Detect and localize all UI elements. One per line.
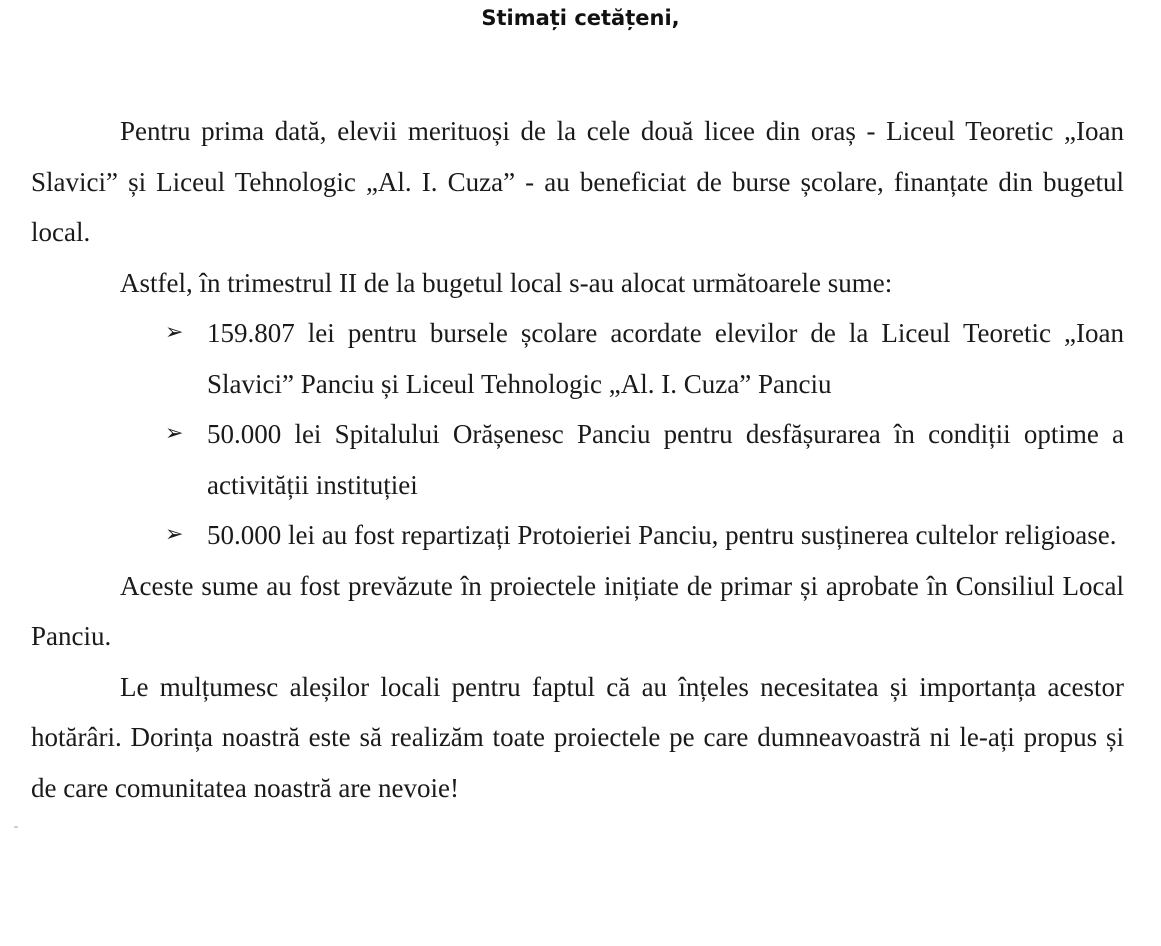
list-item <box>31 308 1124 409</box>
paragraph-closing-2: Le mulțumesc aleșilor locali pentru faptul că au înțeles necesitatea și importanța acestor hotărâri. Dorința noastră este să realizăm toate proiectele pe care dumneavoastră ni le-ați propus și de care comunitatea noastră are nevoie! <box>31 671 1124 803</box>
paragraph-closing-1: Aceste sume au fost prevăzute în proiectele inițiate de primar și aprobate în Consiliul Local Panciu. <box>31 570 1124 651</box>
arrow-bullet-icon: ➢ <box>165 522 184 547</box>
allocation-text: 159.807 lei pentru bursele școlare acordate elevilor de la Liceul Teoretic „Ioan Slavici” Panciu și Liceul Tehnologic „Al. I. Cuza” Panciu <box>207 318 1124 399</box>
paragraph-intro: Pentru prima dată, elevii merituoși de la cele două licee din oraș - Liceul Teoretic „Ioan Slavici” și Liceul Tehnologic „Al. I. Cuza” - au beneficiat de burse școlare, finanțate din bugetul local. <box>31 116 1124 247</box>
paragraph-allocation-intro: Astfel, în trimestrul II de la bugetul local s-au alocat următoarele sume: <box>120 267 893 298</box>
allocation-list <box>31 308 1124 561</box>
allocation-text: 50.000 lei au fost repartizați Protoieriei Panciu, pentru susținerea cultelor religioase. <box>207 520 1117 550</box>
allocation-text: 50.000 lei Spitalului Orășenesc Panciu pentru desfășurarea în condiții optime a activității instituției <box>207 419 1124 500</box>
document-title: Stimați cetățeni, <box>481 6 680 30</box>
document-body <box>31 106 1124 813</box>
arrow-bullet-icon: ➢ <box>165 320 184 345</box>
arrow-bullet-icon: ➢ <box>165 421 184 446</box>
list-item <box>31 510 1124 561</box>
scan-speck <box>14 826 18 828</box>
list-item <box>31 409 1124 510</box>
